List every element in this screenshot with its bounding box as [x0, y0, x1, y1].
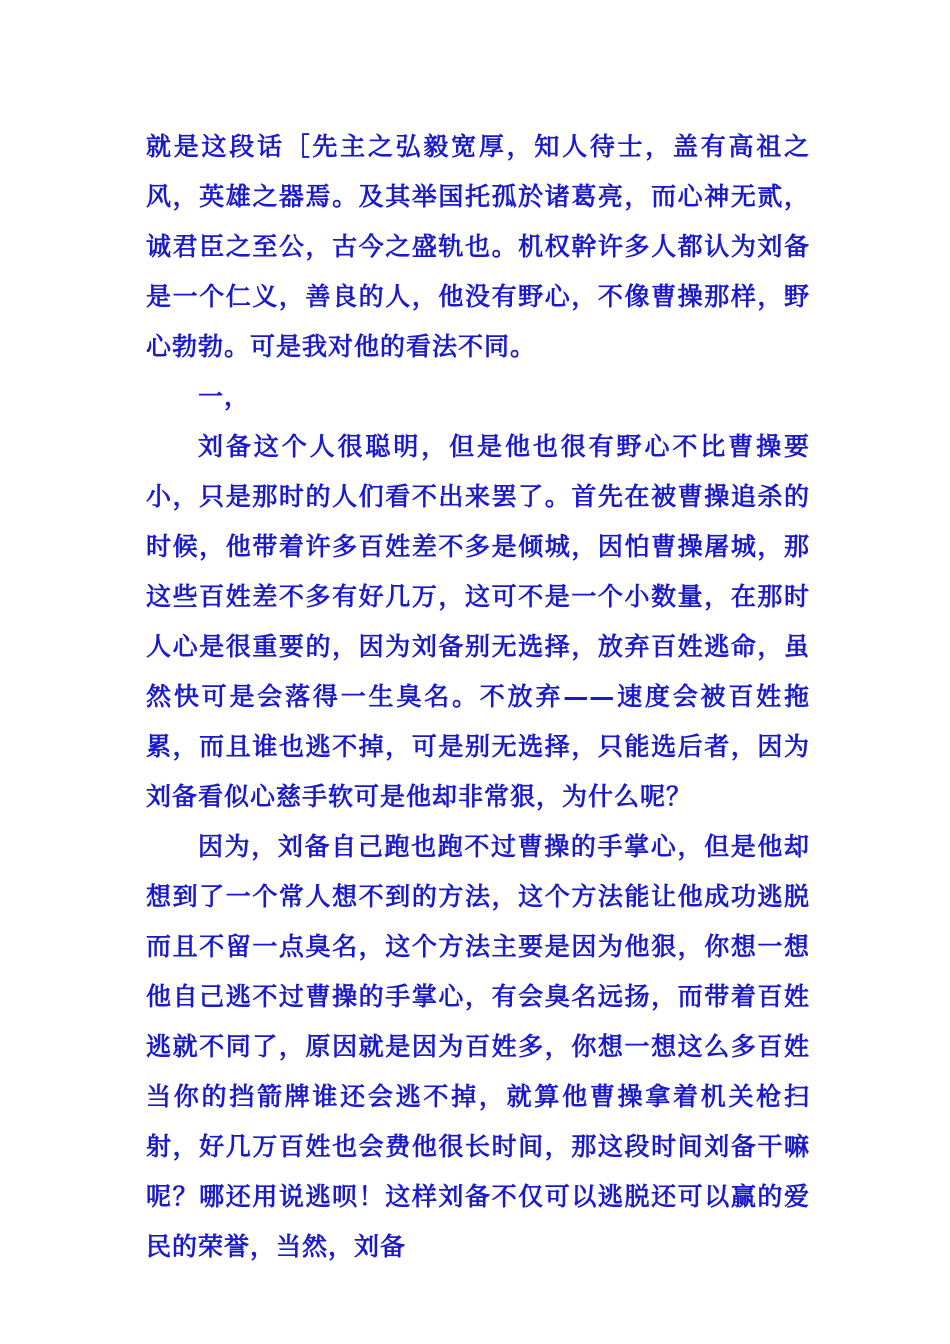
paragraph-intro: 就是这段话［先主之弘毅宽厚，知人待士，盖有高祖之风，英雄之器焉。及其举国托孤於诸葛亮，而心神无贰，诚君臣之至公，古今之盛轨也。机权幹许多人都认为刘备是一个仁义，善良的人，他没有野心，不像曹操那样，野心勃勃。可是我对他的看法不同。 [146, 132, 810, 361]
document-body [146, 122, 810, 1272]
paragraph-ambition: 刘备这个人很聪明，但是他也很有野心不比曹操要小，只是那时的人们看不出来罢了。首先在被曹操追杀的时候，他带着许多百姓差不多是倾城，因怕曹操屠城，那这些百姓差不多有好几万，这可不是一个小数量，在那时人心是很重要的，因为刘备别无选择，放弃百姓逃命，虽然快可是会落得一生臭名。不放弃——速度会被百姓拖累，而且谁也逃不掉，可是别无选择，只能选后者，因为刘备看似心慈手软可是他却非常狠，为什么呢？ [146, 432, 810, 811]
paragraph-reason: 因为，刘备自己跑也跑不过曹操的手掌心，但是他却想到了一个常人想不到的方法，这个方法能让他成功逃脱而且不留一点臭名，这个方法主要是因为他狠，你想一想他自己逃不过曹操的手掌心，有会臭名远扬，而带着百姓逃就不同了，原因就是因为百姓多，你想一想这么多百姓当你的挡箭牌谁还会逃不掉，就算他曹操拿着机关枪扫射，好几万百姓也会费他很长时间，那这段时间刘备干嘛呢？哪还用说逃呗！这样刘备不仅可以逃脱还可以赢的爱民的荣誉，当然，刘备 [146, 832, 810, 1261]
section-heading-one: 一， [198, 382, 251, 411]
